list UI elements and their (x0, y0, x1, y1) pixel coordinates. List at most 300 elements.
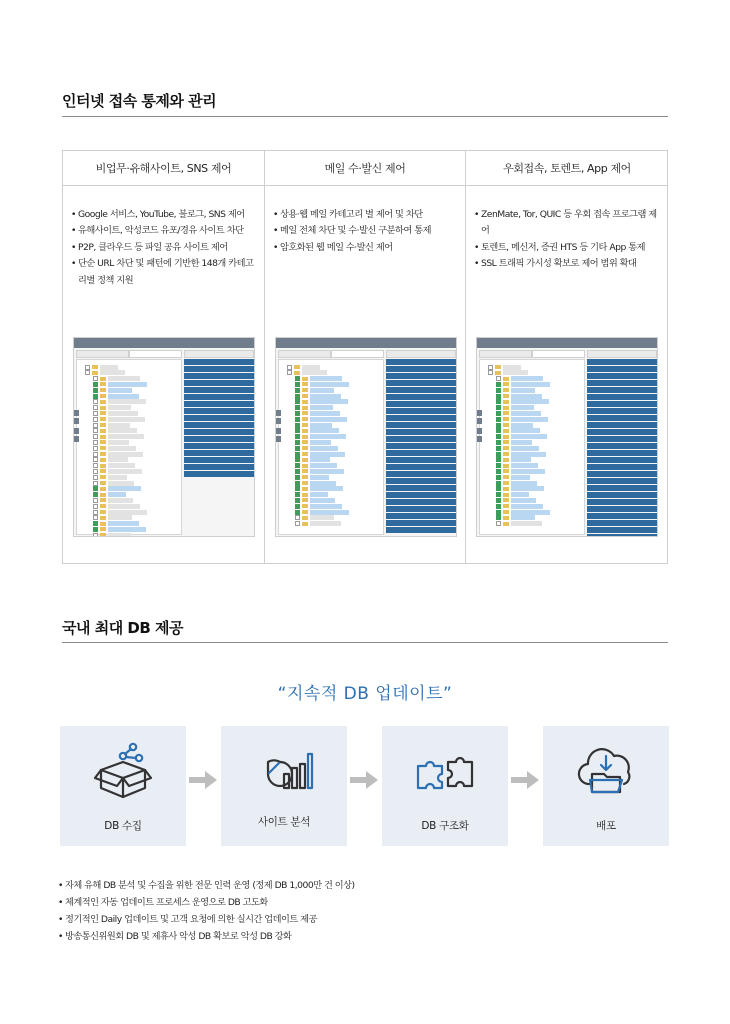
mini-selected-row (386, 429, 456, 436)
mini-tree-label (310, 510, 349, 515)
checkbox-icon (93, 492, 98, 497)
mini-selected-row (587, 408, 657, 415)
feature-bullet: • 토렌트, 메신저, 증권 HTS 등 기타 App 통제 (474, 240, 662, 256)
checkbox-icon (93, 527, 98, 532)
mini-tree-label (310, 417, 347, 422)
mini-selected-row (184, 450, 254, 457)
step-site-analysis (221, 726, 347, 846)
checkbox-icon (295, 423, 300, 428)
checkbox-icon (295, 492, 300, 497)
folder-icon (503, 429, 509, 433)
mini-tree-label (511, 399, 549, 404)
folder-icon (100, 469, 106, 473)
mini-tree-label (511, 428, 540, 433)
checkbox-icon (496, 440, 501, 445)
step-db-collect (60, 726, 186, 846)
folder-icon (302, 475, 308, 479)
mini-tree-label (310, 440, 331, 445)
section-title-db: 국내 최대 DB 제공 (62, 619, 183, 637)
mini-tree-label (511, 405, 534, 410)
mini-selected-row (386, 492, 456, 499)
folder-icon (503, 522, 509, 526)
checkbox-icon (496, 457, 501, 462)
mini-selected-row (386, 520, 456, 527)
checkbox-icon (496, 394, 501, 399)
mini-selected-row (587, 499, 657, 506)
mini-tree-label (511, 486, 544, 491)
mini-selected-row (386, 415, 456, 422)
mini-tab (331, 350, 384, 358)
mini-selected-row (587, 387, 657, 394)
folder-icon (503, 417, 509, 421)
mini-selected-row (386, 471, 456, 478)
mini-tree-label (310, 504, 342, 509)
mini-selected-row (184, 408, 254, 415)
checkbox-icon (93, 475, 98, 480)
checkbox-icon (496, 475, 501, 480)
checkbox-icon (496, 388, 501, 393)
mini-window-titlebar (477, 338, 657, 348)
mini-selected-row (587, 478, 657, 485)
step-db-structuring (382, 726, 508, 846)
checkbox-icon (496, 498, 501, 503)
folder-icon (100, 411, 106, 415)
puzzle-icon (404, 742, 484, 800)
folder-icon (503, 440, 509, 444)
folder-icon (302, 411, 308, 415)
mini-tree-label (511, 475, 530, 480)
mini-tree-label (310, 394, 341, 399)
folder-icon (100, 493, 106, 497)
folder-icon (302, 435, 308, 439)
mini-tree-label (310, 423, 332, 428)
folder-icon (503, 452, 509, 456)
checkbox-icon (496, 515, 501, 520)
checkbox-icon (496, 405, 501, 410)
checkbox-icon (93, 521, 98, 526)
folder-icon (294, 371, 300, 375)
policy-screenshot (476, 337, 658, 537)
mini-tree-label (511, 423, 533, 428)
mini-tree-label (503, 365, 521, 370)
folder-icon (503, 388, 509, 392)
mini-tree-label (511, 394, 542, 399)
mini-selected-row (587, 513, 657, 520)
mini-window-titlebar (276, 338, 456, 348)
mini-selected-row (386, 499, 456, 506)
mini-move-button (74, 436, 79, 442)
mini-tree-label (108, 376, 140, 381)
mini-selected-row (386, 394, 456, 401)
feature-column-header: 비업무·유해사이트, SNS 제어 (63, 151, 264, 186)
mini-selected-row (587, 380, 657, 387)
folder-icon (100, 533, 106, 537)
folder-icon (302, 452, 308, 456)
mini-tree-label (108, 423, 130, 428)
checkbox-icon (93, 486, 98, 491)
step-label: 배포 (596, 820, 616, 832)
checkbox-icon (295, 428, 300, 433)
folder-icon (302, 394, 308, 398)
mini-tree-label (310, 492, 328, 497)
mini-selected-row (386, 387, 456, 394)
box-network-icon (93, 742, 153, 800)
mini-tree-label (310, 481, 336, 486)
mini-selected-row (587, 450, 657, 457)
mini-selected-row (386, 478, 456, 485)
folder-icon (503, 469, 509, 473)
folder-icon (302, 487, 308, 491)
checkbox-icon (93, 388, 98, 393)
mini-tree-label (108, 411, 138, 416)
db-bullet: • 자체 유해 DB 분석 및 수집을 위한 전문 인력 운영 (정제 DB 1,000만 건 이상) (58, 877, 355, 894)
mini-category-tree (76, 359, 182, 535)
checkbox-icon (93, 405, 98, 410)
mini-tree-label (108, 498, 133, 503)
checkbox-icon (496, 469, 501, 474)
folder-icon (495, 371, 501, 375)
checkbox-icon (93, 394, 98, 399)
mini-selected-row (386, 366, 456, 373)
step-label: DB 수집 (104, 820, 142, 832)
checkbox-icon (93, 399, 98, 404)
feature-bullet: • Google 서비스, YouTube, 블로그, SNS 제어 (71, 207, 258, 223)
mini-tree-label (310, 469, 344, 474)
arrow-right-icon (189, 771, 217, 789)
folder-icon (302, 510, 308, 514)
folder-icon (100, 394, 106, 398)
checkbox-icon (295, 399, 300, 404)
mini-selected-row (587, 506, 657, 513)
folder-icon (302, 464, 308, 468)
checkbox-icon (93, 434, 98, 439)
section-divider (62, 642, 668, 643)
mini-selected-row (184, 471, 254, 478)
mini-tree-label (108, 486, 141, 491)
mini-category-tree (479, 359, 585, 535)
policy-screenshot (275, 337, 457, 537)
mini-tree-label (108, 399, 146, 404)
checkbox-icon (93, 498, 98, 503)
feature-bullet: • 메일 전체 차단 및 수·발신 구분하여 통제 (273, 223, 459, 239)
checkbox-icon (295, 411, 300, 416)
feature-column-header: 우회접속, 토렌트, App 제어 (466, 151, 668, 186)
checkbox-icon (93, 452, 98, 457)
policy-screenshot (73, 337, 255, 537)
mini-tree-label (108, 405, 131, 410)
folder-icon (100, 388, 106, 392)
mini-tree-label (310, 475, 329, 480)
checkbox-icon (295, 452, 300, 457)
folder-icon (100, 510, 106, 514)
checkbox-icon (488, 370, 493, 375)
checkbox-icon (496, 481, 501, 486)
folder-icon (503, 504, 509, 508)
mini-tree-label (511, 510, 550, 515)
mini-selected-row (386, 450, 456, 457)
checkbox-icon (295, 510, 300, 515)
mini-move-button (74, 418, 79, 424)
mini-tab-bar (76, 350, 182, 358)
db-bullet: • 정기적인 Daily 업데이트 및 고객 요청에 의한 실시간 업데이트 제공 (58, 911, 355, 928)
folder-icon (100, 446, 106, 450)
folder-icon (100, 423, 106, 427)
mini-selected-row (184, 394, 254, 401)
mini-tree-label (511, 411, 541, 416)
mini-tree-label (511, 504, 543, 509)
mini-tree-label (108, 469, 142, 474)
mini-selected-row (587, 359, 657, 366)
folder-icon (100, 464, 106, 468)
mini-selected-row (386, 436, 456, 443)
folder-icon (100, 417, 106, 421)
folder-icon (302, 493, 308, 497)
step-label: 사이트 분석 (257, 816, 311, 828)
folder-icon (100, 522, 106, 526)
folder-icon (100, 458, 106, 462)
folder-icon (302, 446, 308, 450)
checkbox-icon (496, 446, 501, 451)
mini-tree-label (511, 492, 529, 497)
checkbox-icon (295, 469, 300, 474)
mini-selected-row (587, 443, 657, 450)
mini-selected-row (587, 429, 657, 436)
checkbox-icon (93, 446, 98, 451)
mini-selected-row (386, 513, 456, 520)
checkbox-icon (295, 498, 300, 503)
mini-tree-label (108, 463, 135, 468)
folder-icon (302, 400, 308, 404)
folder-icon (503, 435, 509, 439)
folder-icon (503, 406, 509, 410)
checkbox-icon (496, 382, 501, 387)
mini-tree-label (100, 370, 125, 375)
mini-tree-label (108, 515, 132, 520)
folder-icon (302, 417, 308, 421)
mini-tree-label (310, 376, 342, 381)
folder-icon (503, 498, 509, 502)
mini-selected-row (587, 520, 657, 527)
mini-tree-label (511, 463, 538, 468)
mini-tree-label (310, 486, 343, 491)
folder-icon (302, 516, 308, 520)
folder-icon (503, 464, 509, 468)
folder-icon (302, 504, 308, 508)
checkbox-icon (93, 515, 98, 520)
checkbox-icon (496, 399, 501, 404)
mini-tree-label (108, 452, 143, 457)
checkbox-icon (295, 376, 300, 381)
mini-tree-label (310, 405, 333, 410)
checkbox-icon (93, 440, 98, 445)
mini-tree-label (108, 521, 139, 526)
mini-selected-row (587, 436, 657, 443)
feature-table (62, 150, 668, 564)
step-deploy (543, 726, 669, 846)
folder-icon (302, 469, 308, 473)
folder-icon (100, 382, 106, 386)
checkbox-icon (295, 446, 300, 451)
mini-tree-label (310, 515, 334, 520)
folder-icon (302, 388, 308, 392)
folder-icon (100, 440, 106, 444)
mini-tree-label (511, 440, 532, 445)
folder-icon (100, 504, 106, 508)
checkbox-icon (496, 423, 501, 428)
mini-move-button (477, 436, 482, 442)
mini-tree-label (511, 457, 531, 462)
checkbox-icon (85, 365, 90, 370)
folder-icon (503, 411, 509, 415)
mini-tab (129, 350, 182, 358)
checkbox-icon (496, 376, 501, 381)
mini-move-button (276, 436, 281, 442)
mini-selected-row (587, 457, 657, 464)
folder-icon (503, 493, 509, 497)
mini-tree-label (108, 475, 127, 480)
mini-tree-label (503, 370, 528, 375)
mini-move-button (276, 428, 281, 434)
checkbox-icon (287, 365, 292, 370)
folder-icon (100, 400, 106, 404)
mini-category-tree (278, 359, 384, 535)
checkbox-icon (496, 486, 501, 491)
checkbox-icon (496, 510, 501, 515)
arrow-right-icon (511, 771, 539, 789)
mini-selected-row (386, 506, 456, 513)
mini-selected-row (386, 408, 456, 415)
feature-bullet: • 유해사이트, 악성코드 유포/경유 사이트 차단 (71, 223, 258, 239)
mini-tree-label (302, 370, 327, 375)
folder-icon (302, 498, 308, 502)
mini-tab (278, 350, 331, 358)
checkbox-icon (295, 388, 300, 393)
db-bullet-list (58, 877, 355, 945)
mini-tab-bar (479, 350, 585, 358)
mini-selected-row (184, 415, 254, 422)
feature-bullet: • 암호화된 웹 메일 수·발신 제어 (273, 240, 459, 256)
mini-selected-row (386, 527, 456, 534)
mini-tree-label (310, 382, 349, 387)
checkbox-icon (295, 515, 300, 520)
mini-tree-label (511, 498, 536, 503)
feature-bullet-list (474, 207, 662, 273)
checkbox-icon (93, 382, 98, 387)
folder-icon (302, 429, 308, 433)
mini-move-button (74, 410, 79, 416)
mini-selected-row (386, 359, 456, 366)
folder-icon (302, 377, 308, 381)
checkbox-icon (295, 475, 300, 480)
checkbox-icon (93, 481, 98, 486)
checkbox-icon (295, 463, 300, 468)
checkbox-icon (295, 457, 300, 462)
checkbox-icon (496, 463, 501, 468)
feature-column-bypass (466, 151, 668, 563)
folder-icon (100, 527, 106, 531)
checkbox-icon (488, 365, 493, 370)
checkbox-icon (93, 457, 98, 462)
folder-icon (503, 487, 509, 491)
folder-icon (100, 498, 106, 502)
checkbox-icon (93, 469, 98, 474)
checkbox-icon (93, 411, 98, 416)
mini-selected-row (386, 485, 456, 492)
checkbox-icon (93, 510, 98, 515)
mini-selected-row (587, 464, 657, 471)
mini-tree-label (108, 492, 126, 497)
mini-selected-row (184, 464, 254, 471)
mini-tree-label (310, 399, 348, 404)
mini-move-button (276, 418, 281, 424)
checkbox-icon (295, 486, 300, 491)
mini-tree-label (108, 388, 132, 393)
checkbox-icon (93, 376, 98, 381)
checkbox-icon (496, 411, 501, 416)
checkbox-icon (496, 504, 501, 509)
section-title-internet-control: 인터넷 접속 통제와 관리 (62, 92, 217, 110)
folder-icon (100, 406, 106, 410)
mini-selected-header (386, 350, 456, 358)
mini-tab (479, 350, 532, 358)
feature-column-sns (63, 151, 265, 563)
mini-tree-label (108, 434, 144, 439)
mini-tree-label (108, 457, 128, 462)
mini-tree-label (511, 521, 542, 526)
feature-bullet: • P2P, 클라우드 등 파일 공유 사이트 제어 (71, 240, 258, 256)
mini-selected-list (587, 359, 657, 537)
mini-tree-label (310, 446, 338, 451)
mini-tree-label (108, 533, 131, 537)
mini-tree-row (295, 521, 341, 527)
feature-bullet: • 단순 URL 차단 및 패턴에 기반한 148개 카테고리별 정책 지원 (71, 256, 258, 289)
mini-selected-row (184, 387, 254, 394)
mini-selected-list (386, 359, 456, 534)
mini-window-titlebar (74, 338, 254, 348)
checkbox-icon (496, 428, 501, 433)
mini-selected-row (184, 436, 254, 443)
folder-icon (302, 440, 308, 444)
mini-selected-row (184, 422, 254, 429)
mini-tree-label (511, 434, 547, 439)
mini-tree-label (302, 365, 320, 370)
mini-selected-row (386, 464, 456, 471)
mini-selected-row (386, 443, 456, 450)
checkbox-icon (93, 417, 98, 422)
cloud-download-icon (576, 742, 636, 800)
folder-icon (100, 481, 106, 485)
mini-tree-label (310, 428, 339, 433)
mini-selected-row (184, 401, 254, 408)
checkbox-icon (496, 417, 501, 422)
feature-bullet: • 상용·웹 메일 카테고리 별 제어 및 차단 (273, 207, 459, 223)
mini-tree-label (310, 521, 341, 526)
mini-selected-row (587, 534, 657, 537)
folder-icon (302, 522, 308, 526)
mini-tab (76, 350, 129, 358)
mini-selected-row (587, 471, 657, 478)
mini-tree-label (108, 527, 146, 532)
mini-tab (532, 350, 585, 358)
mini-tree-label (108, 481, 134, 486)
folder-icon (302, 423, 308, 427)
mini-tree-label (108, 428, 137, 433)
mini-tree-label (511, 469, 545, 474)
mini-selected-row (587, 527, 657, 534)
folder-icon (503, 400, 509, 404)
mini-tree-label (511, 452, 546, 457)
feature-bullet: • SSL 트래픽 가시성 확보로 제어 범위 확대 (474, 256, 662, 272)
